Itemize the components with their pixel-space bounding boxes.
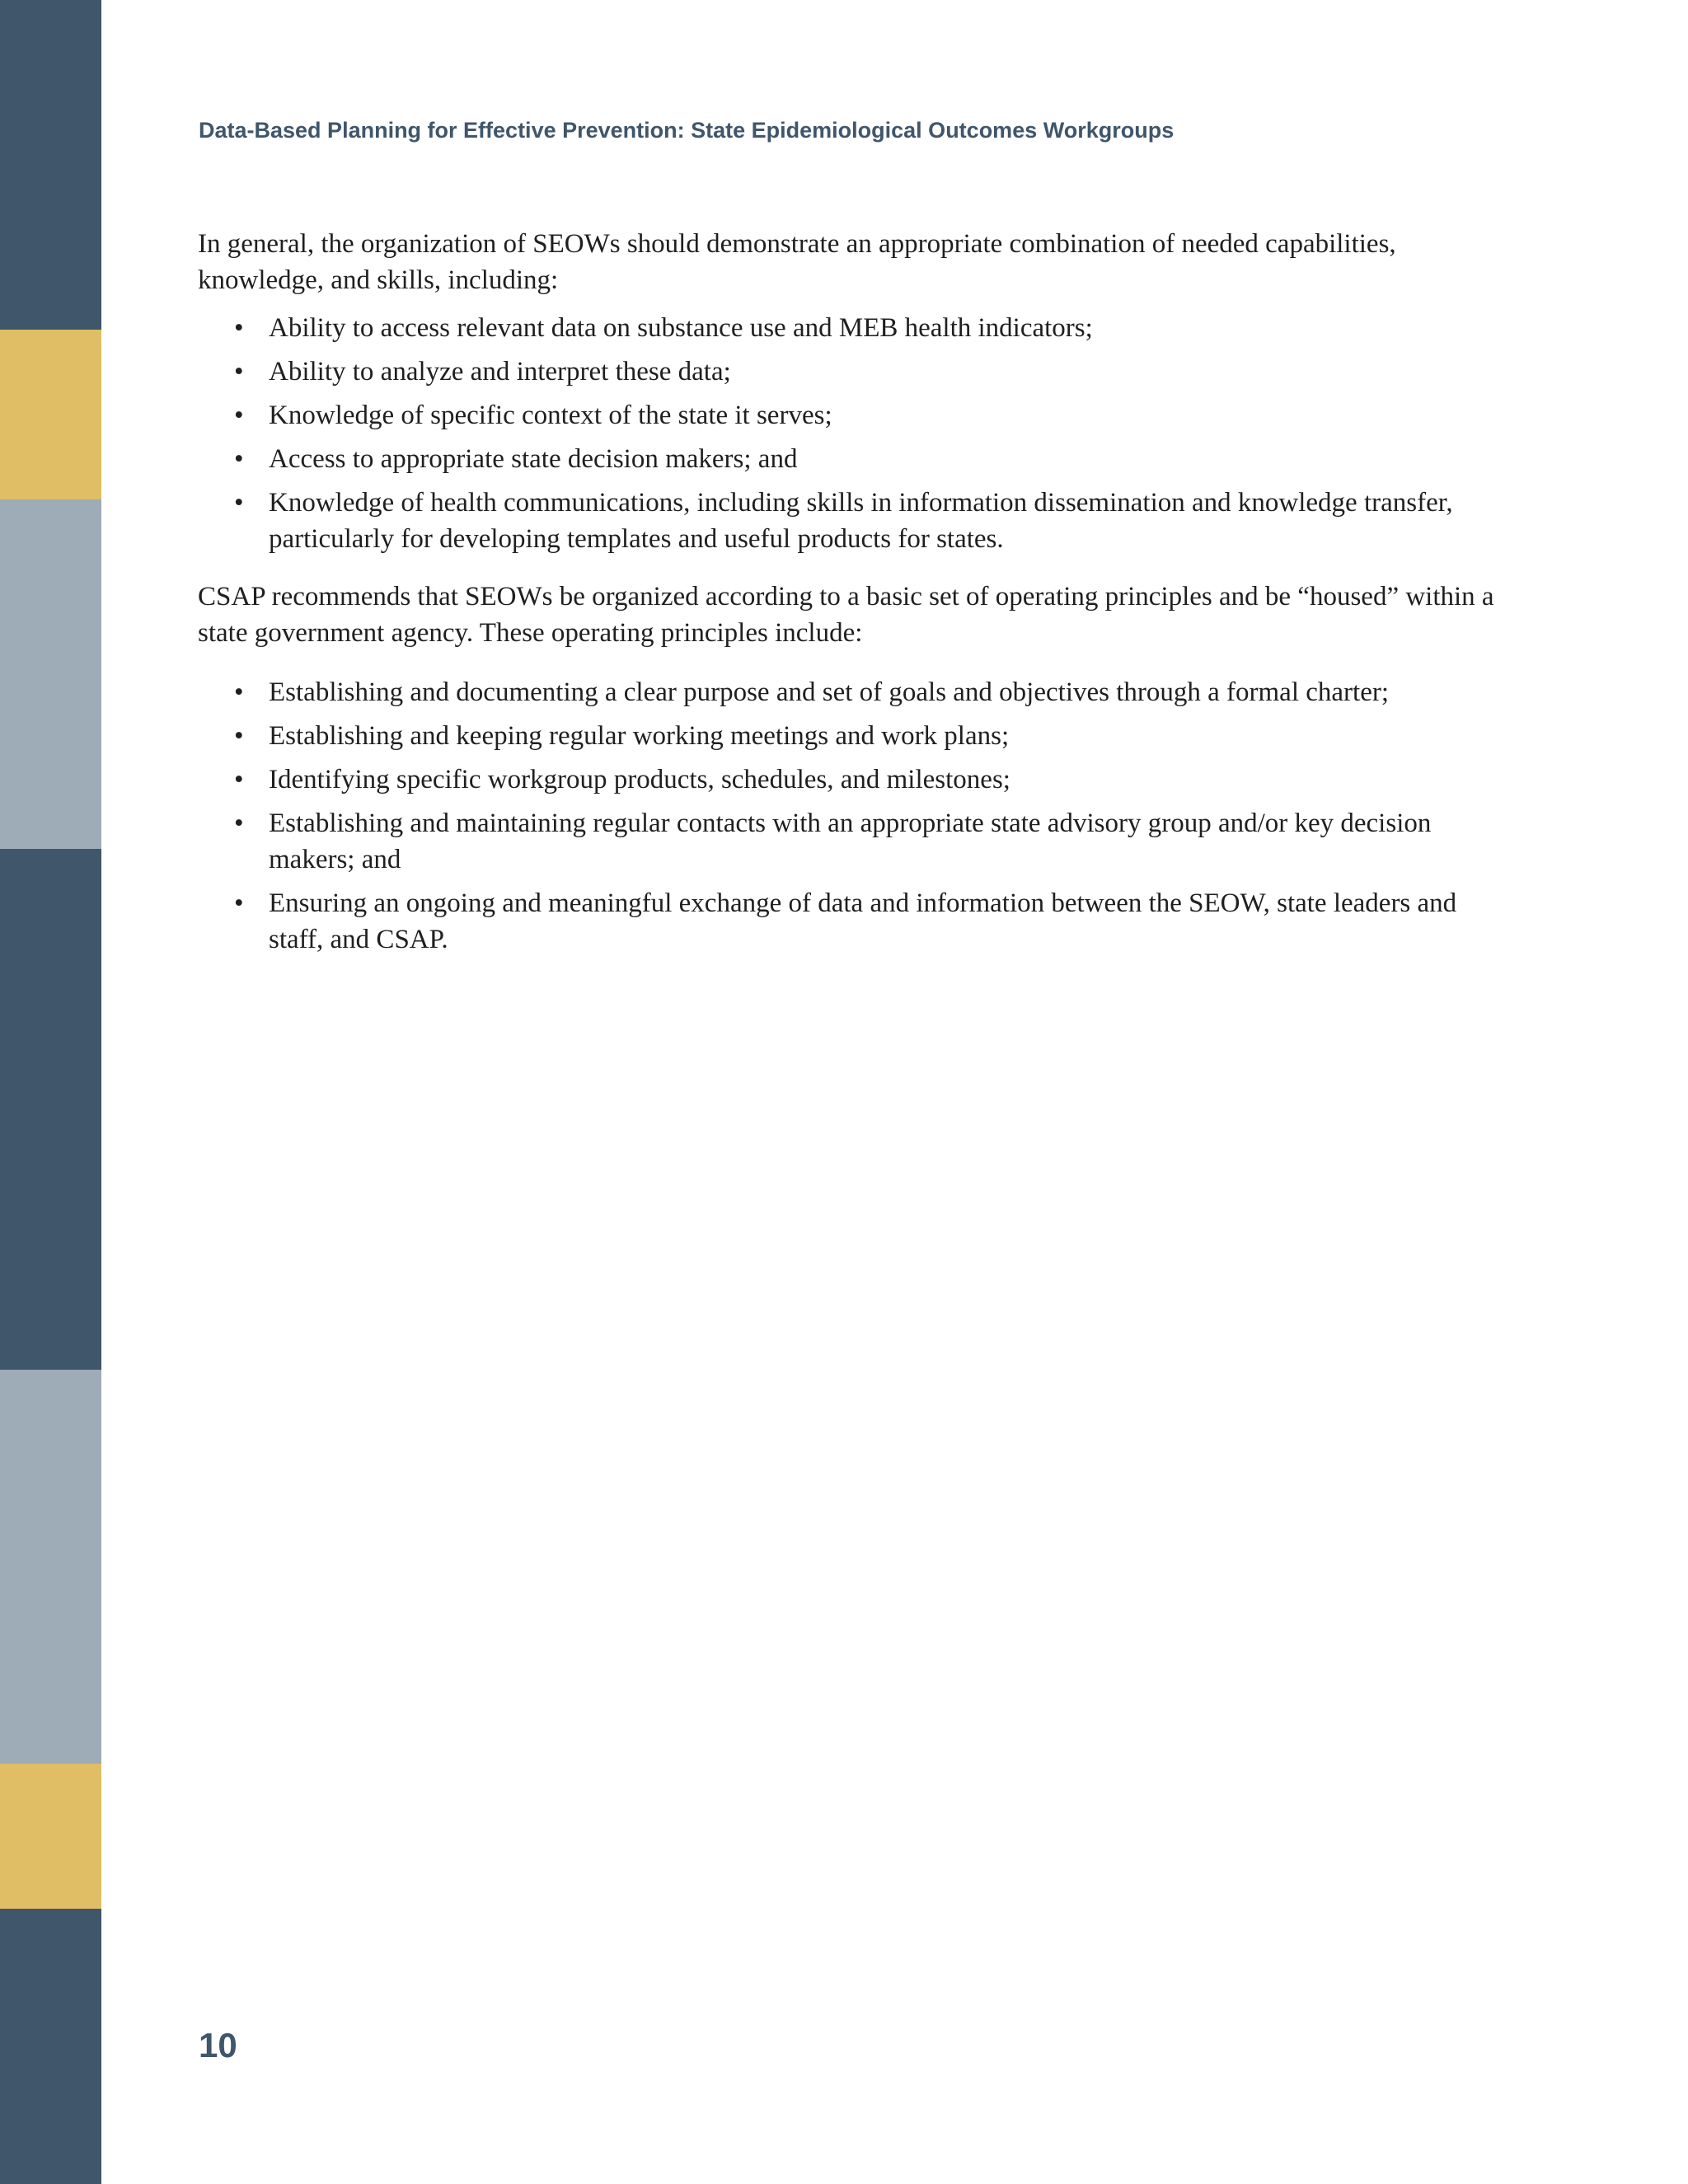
list-item-text: Ensuring an ongoing and meaningful exchange of data and information between the SEOW, state leaders and staff, and CSAP. [269, 888, 1457, 954]
list-item [198, 354, 1500, 390]
bullet-icon: • [234, 444, 244, 474]
list-item-text: Establishing and keeping regular working meetings and work plans; [269, 721, 1010, 751]
list-item [198, 441, 1500, 477]
list-item [198, 485, 1500, 557]
list-item [198, 718, 1500, 754]
side-bar-segment-slate [0, 1370, 101, 1764]
bullet-icon: • [234, 721, 244, 751]
list-item-text: Ability to access relevant data on substance use and MEB health indicators; [269, 313, 1093, 343]
capabilities-list [198, 310, 1500, 557]
list-item-text: Identifying specific workgroup products, schedules, and milestones; [269, 765, 1010, 794]
side-bar-segment-gold [0, 1764, 101, 1909]
bullet-icon: • [234, 808, 244, 838]
page-number: 10 [199, 2026, 237, 2064]
list-item-text: Knowledge of specific context of the state it serves; [269, 401, 832, 430]
list-item [198, 805, 1500, 878]
side-bar-segment-navy [0, 0, 101, 330]
list-item-text: Establishing and maintaining regular contacts with an appropriate state advisory group and/or key decision makers; and [269, 808, 1432, 874]
bullet-icon: • [234, 888, 244, 918]
bullet-icon: • [234, 677, 244, 707]
bullet-icon: • [234, 357, 244, 387]
decorative-side-bar [0, 0, 101, 2184]
list-item-text: Knowledge of health communications, including skills in information dissemination and knowledge transfer, particularly for developing templates and useful products for states. [269, 488, 1453, 554]
list-item [198, 674, 1500, 710]
list-item [198, 397, 1500, 434]
list-item [198, 885, 1500, 958]
side-bar-segment-navy [0, 849, 101, 1370]
principles-list [198, 674, 1500, 958]
list-item [198, 762, 1500, 798]
bullet-icon: • [234, 765, 244, 794]
side-bar-segment-slate [0, 499, 101, 849]
principles-paragraph: CSAP recommends that SEOWs be organized according to a basic set of operating principles and be “housed” within a state government agency. These operating principles include: [198, 582, 1494, 648]
bullet-icon: • [234, 401, 244, 430]
list-item-text: Ability to analyze and interpret these data; [269, 357, 731, 387]
running-header: Data-Based Planning for Effective Prevention: State Epidemiological Outcomes Workgroups [199, 118, 1175, 143]
side-bar-segment-navy [0, 1909, 101, 2184]
list-item [198, 310, 1500, 346]
page-body [198, 226, 1500, 965]
intro-paragraph: In general, the organization of SEOWs should demonstrate an appropriate combination of needed capabilities, knowledge, and skills, including: [198, 229, 1396, 295]
list-item-text: Establishing and documenting a clear purpose and set of goals and objectives through a formal charter; [269, 677, 1389, 707]
side-bar-segment-gold [0, 330, 101, 499]
bullet-icon: • [234, 313, 244, 343]
bullet-icon: • [234, 488, 244, 518]
list-item-text: Access to appropriate state decision makers; and [269, 444, 798, 474]
